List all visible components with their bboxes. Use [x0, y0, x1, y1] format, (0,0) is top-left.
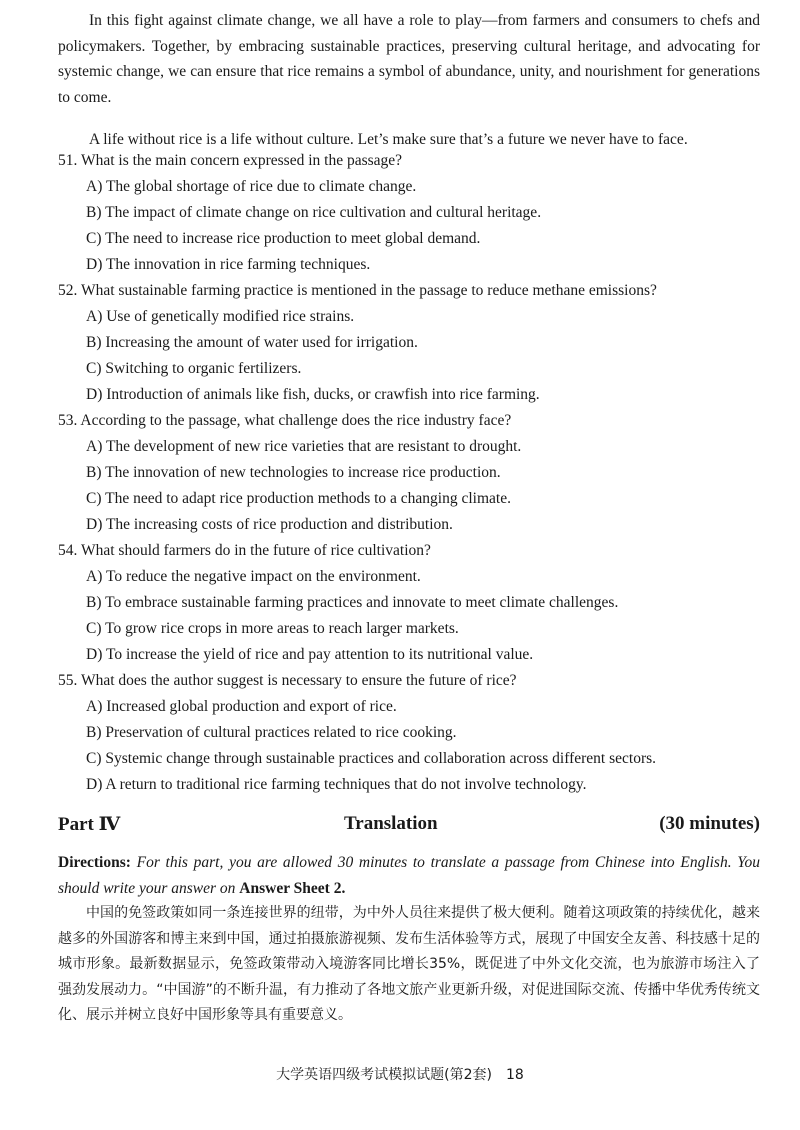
answer-option: C) The need to increase rice production to meet global demand. — [86, 230, 481, 247]
answer-option: D) Introduction of animals like fish, ducks, or crawfish into rice farming. — [86, 386, 540, 403]
answer-option: D) To increase the yield of rice and pay attention to its nutritional value. — [86, 646, 534, 663]
part-time: (30 minutes) — [659, 813, 760, 834]
part-title: Translation — [344, 813, 438, 834]
answer-option: D) A return to traditional rice farming techniques that do not involve technology. — [86, 776, 587, 793]
page-footer: 大学英语四级考试模拟试题(第2套) 18 — [276, 1067, 524, 1083]
answer-option: C) Switching to organic fertilizers. — [86, 360, 302, 377]
answer-option: A) Use of genetically modified rice strains. — [86, 308, 355, 325]
answer-option: C) To grow rice crops in more areas to reach larger markets. — [86, 620, 459, 637]
answer-option: D) The innovation in rice farming techniques. — [86, 256, 371, 273]
answer-option: A) The development of new rice varieties that are resistant to drought. — [86, 438, 522, 455]
part-label: Part Ⅳ — [58, 814, 121, 835]
question-stem: 51. What is the main concern expressed in the passage? — [58, 152, 403, 169]
answer-option: B) Increasing the amount of water used for irrigation. — [86, 334, 418, 351]
answer-option: A) To reduce the negative impact on the environment. — [86, 568, 421, 585]
answer-option: C) Systemic change through sustainable practices and collaboration across different sectors. — [86, 750, 657, 767]
question-stem: 52. What sustainable farming practice is mentioned in the passage to reduce methane emissions? — [58, 282, 657, 299]
answer-option: A) The global shortage of rice due to climate change. — [86, 178, 417, 195]
question-stem: 55. What does the author suggest is necessary to ensure the future of rice? — [58, 672, 517, 689]
directions — [58, 850, 760, 901]
directions-text: For this part, you are allowed 30 minutes to translate a passage from Chinese into English. You should write your answer on — [58, 854, 760, 897]
directions-label: Directions: — [58, 854, 131, 871]
answer-option: C) The need to adapt rice production methods to a changing climate. — [86, 490, 511, 507]
answer-option: A) Increased global production and export of rice. — [86, 698, 397, 715]
question-stem: 53. According to the passage, what challenge does the rice industry face? — [58, 412, 512, 429]
answer-sheet-ref: Answer Sheet 2 — [239, 879, 342, 897]
directions-end: . — [341, 879, 346, 897]
answer-option: B) The impact of climate change on rice cultivation and cultural heritage. — [86, 204, 542, 221]
answer-option: B) Preservation of cultural practices related to rice cooking. — [86, 724, 457, 741]
answer-option: D) The increasing costs of rice production and distribution. — [86, 516, 453, 533]
part-header — [58, 813, 760, 839]
answer-option: B) The innovation of new technologies to increase rice production. — [86, 464, 501, 481]
question-stem: 54. What should farmers do in the future of rice cultivation? — [58, 542, 431, 559]
chinese-passage: 中国的免签政策如同一条连接世界的纽带，为中外人员往来提供了极大便利。随着这项政策的持续优化，越来越多的外国游客和博主来到中国，通过拍摄旅游视频、发布生活体验等方式，展现了中国安全友善、科技感十足的城市形象。最新数据显示，免签政策带动入境游客同比增长35%，既促进了中外文化交流，也为旅游市场注入了强劲发展动力。“中国游”的不断升温，有力推动了各地文旅产业更新升级，对促进国际交流、传播中华优秀传统文化、展示并树立良好中国形象等具有重要意义。 — [58, 905, 760, 1023]
answer-option: B) To embrace sustainable farming practices and innovate to meet climate challenges. — [86, 594, 619, 611]
passage-paragraph-1: In this fight against climate change, we all have a role to play—from farmers and consumers to chefs and policymakers. Together, by embracing sustainable practices, preserving cultural heritage, and advocating for systemic change, we can ensure that rice remains a symbol of abundance, unity, and nourishment for generations to come. — [58, 12, 760, 106]
passage-paragraph-2: A life without rice is a life without culture. Let’s make sure that’s a future we never have to face. — [89, 131, 688, 148]
